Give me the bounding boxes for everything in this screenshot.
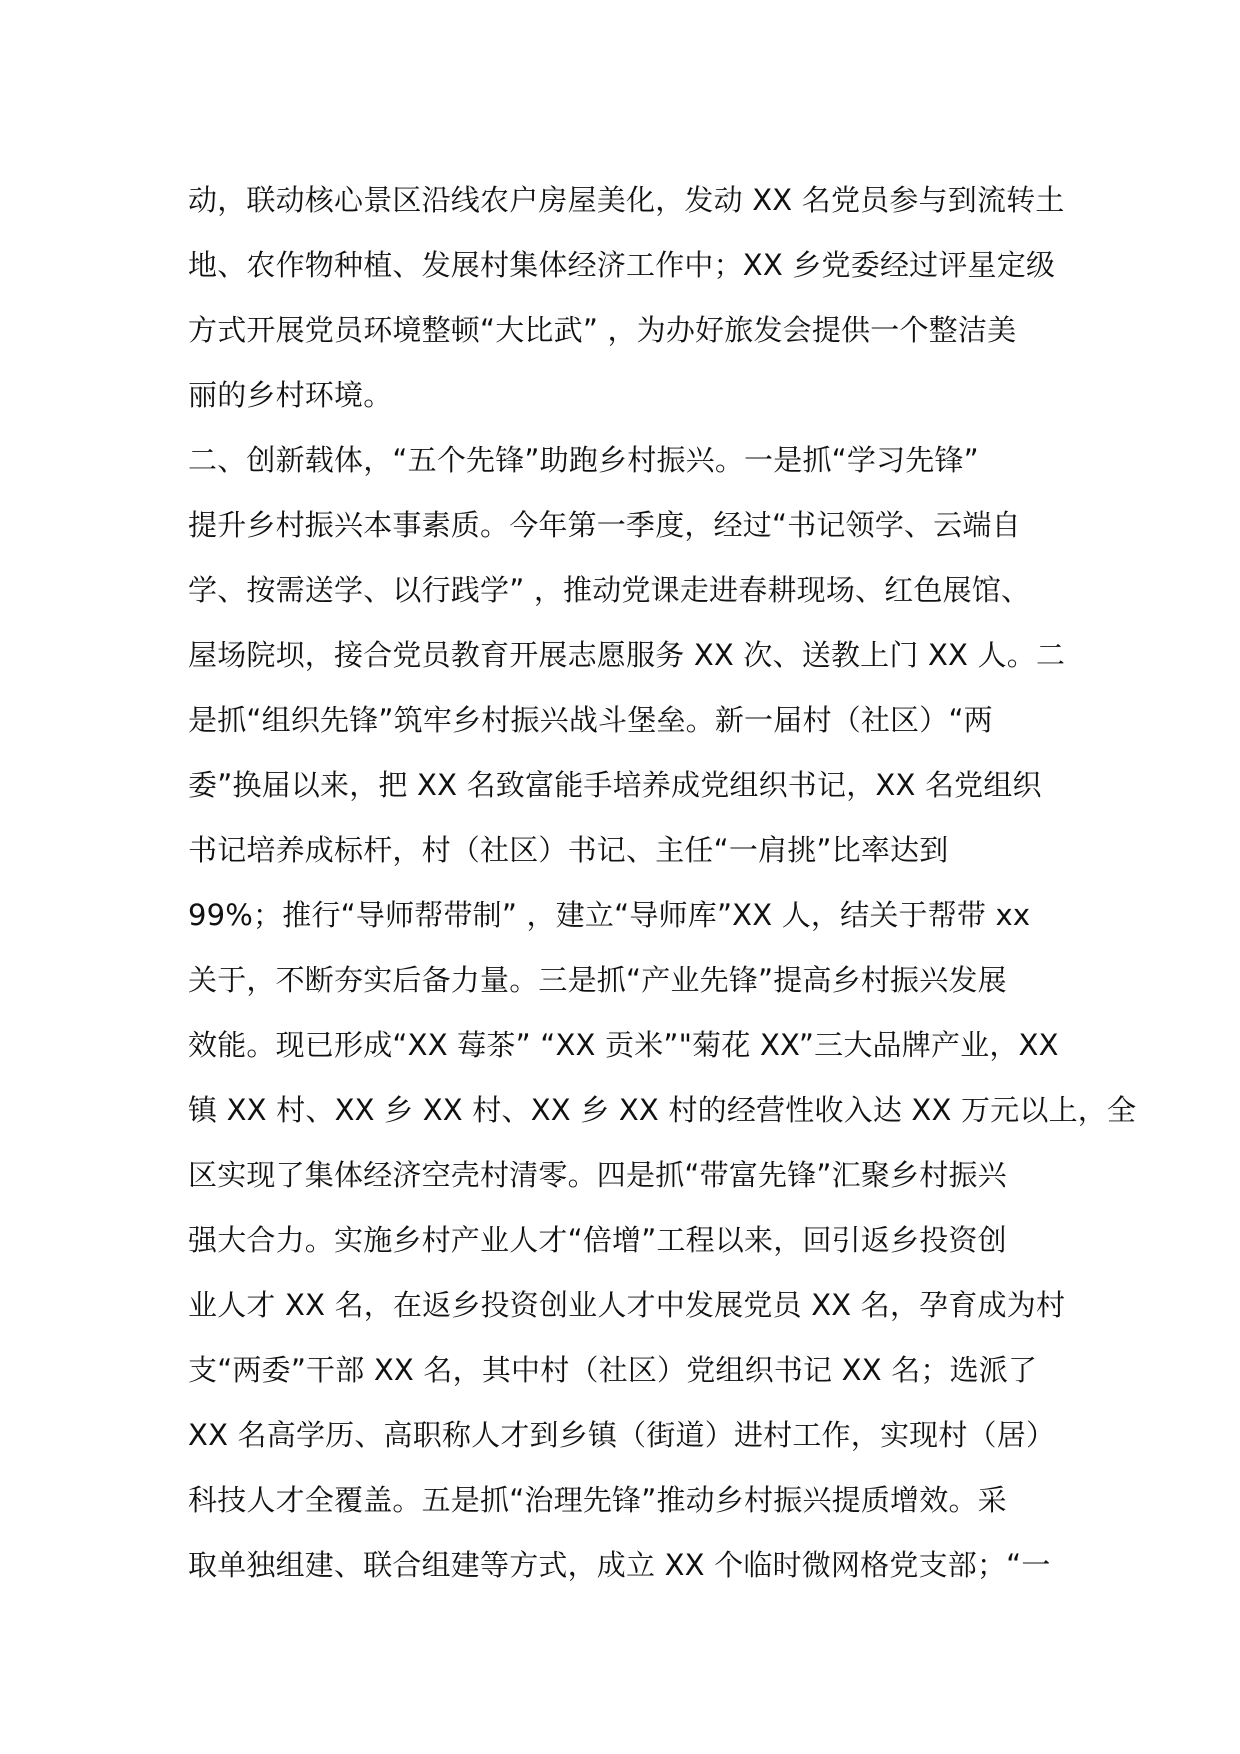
text-line: 镇 XX 村、XX 乡 XX 村、XX 乡 XX 村的经营性收入达 XX 万元以上，全 xyxy=(188,1093,1137,1127)
text-line: 关于，不断夯实后备力量。三是抓“产业先锋”提高乡村振兴发展 xyxy=(188,963,1007,997)
text-line: 是抓“组织先锋”筑牢乡村振兴战斗堡垒。新一届村（社区）“两 xyxy=(188,703,993,737)
text-line: 动，联动核心景区沿线农户房屋美化，发动 XX 名党员参与到流转土 xyxy=(188,183,1065,217)
text-line: 99%；推行“导师帮带制” ，建立“导师库”XX 人，结关于帮带 xx xyxy=(188,898,1031,932)
text-line: 学、按需送学、以行践学” ，推动党课走进春耕现场、红色展馆、 xyxy=(188,573,1031,607)
text-line: 书记培养成标杆，村（社区）书记、主任“一肩挑”比率达到 xyxy=(188,833,949,867)
text-line: 科技人才全覆盖。五是抓“治理先锋”推动乡村振兴提质增效。采 xyxy=(188,1483,1007,1517)
text-line: 区实现了集体经济空壳村清零。四是抓“带富先锋”汇聚乡村振兴 xyxy=(188,1158,1007,1192)
text-line: 方式开展党员环境整顿“大比武” ，为办好旅发会提供一个整洁美 xyxy=(188,313,1017,347)
text-line: 提升乡村振兴本事素质。今年第一季度，经过“书记领学、云端自 xyxy=(188,508,1021,542)
text-line: 效能。现已形成“XX 莓茶” “XX 贡米”"菊花 XX”三大品牌产业，XX xyxy=(188,1028,1059,1062)
text-line: 丽的乡村环境。 xyxy=(188,378,393,412)
text-line: 地、农作物种植、发展村集体经济工作中；XX 乡党委经过评星定级 xyxy=(188,248,1056,282)
body-text xyxy=(188,168,1137,1598)
text-line: 取单独组建、联合组建等方式，成立 XX 个临时微网格党支部；“一 xyxy=(188,1548,1051,1582)
text-line: 屋场院坝，接合党员教育开展志愿服务 XX 次、送教上门 XX 人。二 xyxy=(188,638,1066,672)
text-line: XX 名高学历、高职称人才到乡镇（街道）进村工作，实现村（居） xyxy=(188,1418,1056,1452)
text-line: 支“两委”干部 XX 名，其中村（社区）党组织书记 XX 名；选派了 xyxy=(188,1353,1038,1387)
text-line: 委”换届以来，把 XX 名致富能手培养成党组织书记，XX 名党组织 xyxy=(188,768,1042,802)
text-line: 二、创新载体，“五个先锋”助跑乡村振兴。一是抓“学习先锋” xyxy=(188,443,979,477)
text-line: 业人才 XX 名，在返乡投资创业人才中发展党员 XX 名，孕育成为村 xyxy=(188,1288,1066,1322)
text-line: 强大合力。实施乡村产业人才“倍增”工程以来，回引返乡投资创 xyxy=(188,1223,1007,1257)
